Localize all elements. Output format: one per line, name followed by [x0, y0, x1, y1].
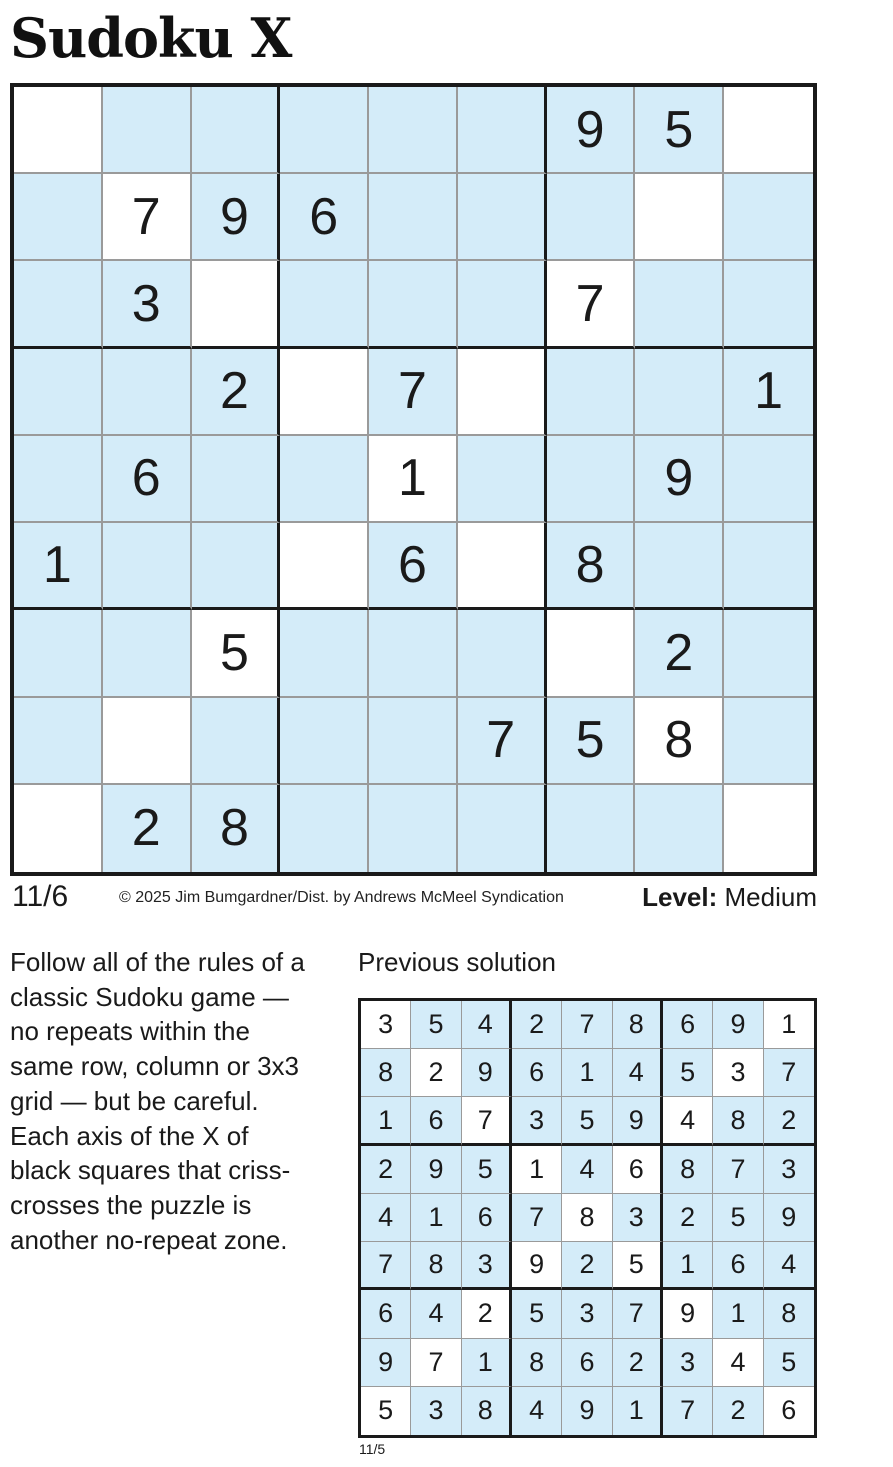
solution-cell-r2c1: 8	[361, 1049, 411, 1097]
solution-cell-r4c5: 4	[562, 1146, 612, 1194]
sudoku-cell-r4c8[interactable]	[635, 349, 724, 436]
solution-cell-r3c5: 5	[562, 1097, 612, 1145]
solution-cell-r6c7: 1	[663, 1242, 713, 1290]
sudoku-cell-r2c1[interactable]	[14, 174, 103, 261]
sudoku-cell-r1c4[interactable]	[280, 87, 369, 174]
sudoku-cell-r5c2: 6	[103, 436, 192, 523]
solution-cell-r8c9: 5	[764, 1339, 814, 1387]
solution-cell-r3c2: 6	[411, 1097, 461, 1145]
sudoku-cell-r1c2[interactable]	[103, 87, 192, 174]
solution-cell-r4c3: 5	[462, 1146, 512, 1194]
sudoku-cell-r2c6[interactable]	[458, 174, 547, 261]
level-value: Medium	[724, 882, 817, 912]
level-label: Level:	[642, 882, 718, 912]
solution-cell-r7c8: 1	[713, 1290, 763, 1338]
sudoku-cell-r5c4[interactable]	[280, 436, 369, 523]
sudoku-cell-r1c9[interactable]	[724, 87, 813, 174]
sudoku-cell-r6c7: 8	[547, 523, 636, 610]
solution-cell-r1c8: 9	[713, 1001, 763, 1049]
sudoku-grid	[10, 83, 817, 876]
sudoku-cell-r6c5: 6	[369, 523, 458, 610]
solution-cell-r1c2: 5	[411, 1001, 461, 1049]
solution-cell-r9c2: 3	[411, 1387, 461, 1435]
sudoku-cell-r6c1: 1	[14, 523, 103, 610]
page-title: Sudoku X	[10, 6, 292, 70]
difficulty-level	[642, 880, 817, 914]
sudoku-cell-r9c6[interactable]	[458, 785, 547, 872]
sudoku-cell-r3c5[interactable]	[369, 261, 458, 348]
solution-cell-r9c3: 8	[462, 1387, 512, 1435]
sudoku-cell-r5c8: 9	[635, 436, 724, 523]
sudoku-cell-r9c1[interactable]	[14, 785, 103, 872]
solution-cell-r6c4: 9	[512, 1242, 562, 1290]
sudoku-cell-r5c3[interactable]	[192, 436, 281, 523]
sudoku-cell-r9c8[interactable]	[635, 785, 724, 872]
solution-cell-r8c1: 9	[361, 1339, 411, 1387]
sudoku-cell-r4c9: 1	[724, 349, 813, 436]
sudoku-cell-r6c9[interactable]	[724, 523, 813, 610]
solution-cell-r7c2: 4	[411, 1290, 461, 1338]
solution-cell-r6c9: 4	[764, 1242, 814, 1290]
solution-cell-r2c3: 9	[462, 1049, 512, 1097]
solution-cell-r1c1: 3	[361, 1001, 411, 1049]
sudoku-cell-r8c6: 7	[458, 698, 547, 785]
sudoku-cell-r6c2[interactable]	[103, 523, 192, 610]
solution-cell-r9c5: 9	[562, 1387, 612, 1435]
solution-cell-r8c3: 1	[462, 1339, 512, 1387]
solution-cell-r4c2: 9	[411, 1146, 461, 1194]
solution-cell-r5c6: 3	[613, 1194, 663, 1242]
sudoku-cell-r4c3: 2	[192, 349, 281, 436]
solution-cell-r1c5: 7	[562, 1001, 612, 1049]
solution-cell-r8c5: 6	[562, 1339, 612, 1387]
sudoku-cell-r3c3[interactable]	[192, 261, 281, 348]
solution-cell-r1c9: 1	[764, 1001, 814, 1049]
solution-cell-r1c7: 6	[663, 1001, 713, 1049]
solution-cell-r7c1: 6	[361, 1290, 411, 1338]
previous-solution-title: Previous solution	[358, 947, 556, 977]
sudoku-cell-r7c5[interactable]	[369, 610, 458, 697]
sudoku-cell-r6c4[interactable]	[280, 523, 369, 610]
sudoku-cell-r3c8[interactable]	[635, 261, 724, 348]
sudoku-cell-r4c5: 7	[369, 349, 458, 436]
solution-cell-r7c6: 7	[613, 1290, 663, 1338]
sudoku-cell-r2c7[interactable]	[547, 174, 636, 261]
sudoku-cell-r8c3[interactable]	[192, 698, 281, 785]
sudoku-cell-r5c9[interactable]	[724, 436, 813, 523]
sudoku-cell-r6c8[interactable]	[635, 523, 724, 610]
solution-cell-r9c9: 6	[764, 1387, 814, 1435]
solution-cell-r8c2: 7	[411, 1339, 461, 1387]
solution-cell-r2c2: 2	[411, 1049, 461, 1097]
sudoku-cell-r3c2: 3	[103, 261, 192, 348]
sudoku-cell-r8c9[interactable]	[724, 698, 813, 785]
sudoku-cell-r7c7[interactable]	[547, 610, 636, 697]
sudoku-cell-r4c1[interactable]	[14, 349, 103, 436]
solution-cell-r9c4: 4	[512, 1387, 562, 1435]
sudoku-cell-r2c2: 7	[103, 174, 192, 261]
sudoku-cell-r2c8[interactable]	[635, 174, 724, 261]
sudoku-cell-r1c6[interactable]	[458, 87, 547, 174]
sudoku-cell-r6c6[interactable]	[458, 523, 547, 610]
sudoku-cell-r7c8: 2	[635, 610, 724, 697]
solution-cell-r7c7: 9	[663, 1290, 713, 1338]
sudoku-cell-r7c9[interactable]	[724, 610, 813, 697]
sudoku-cell-r1c3[interactable]	[192, 87, 281, 174]
sudoku-cell-r4c4[interactable]	[280, 349, 369, 436]
solution-cell-r6c1: 7	[361, 1242, 411, 1290]
solution-cell-r2c7: 5	[663, 1049, 713, 1097]
solution-cell-r3c7: 4	[663, 1097, 713, 1145]
solution-cell-r5c1: 4	[361, 1194, 411, 1242]
sudoku-cell-r7c1[interactable]	[14, 610, 103, 697]
sudoku-cell-r5c5: 1	[369, 436, 458, 523]
sudoku-cell-r3c4[interactable]	[280, 261, 369, 348]
sudoku-cell-r9c7[interactable]	[547, 785, 636, 872]
solution-cell-r1c6: 8	[613, 1001, 663, 1049]
solution-cell-r1c3: 4	[462, 1001, 512, 1049]
sudoku-cell-r4c6[interactable]	[458, 349, 547, 436]
sudoku-cell-r4c2[interactable]	[103, 349, 192, 436]
solution-cell-r5c5: 8	[562, 1194, 612, 1242]
solution-cell-r3c6: 9	[613, 1097, 663, 1145]
solution-cell-r9c1: 5	[361, 1387, 411, 1435]
sudoku-cell-r6c3[interactable]	[192, 523, 281, 610]
sudoku-cell-r2c5[interactable]	[369, 174, 458, 261]
solution-cell-r3c8: 8	[713, 1097, 763, 1145]
solution-cell-r2c6: 4	[613, 1049, 663, 1097]
solution-cell-r3c1: 1	[361, 1097, 411, 1145]
instructions-text: Follow all of the rules of a classic Sudoku game — no repeats within the same row, column or 3x3 grid — but be careful. Each axis of the X of black squares that criss-crosses the puzzle is another no-repeat zone.	[10, 947, 305, 1255]
solution-cell-r2c5: 1	[562, 1049, 612, 1097]
sudoku-cell-r8c2[interactable]	[103, 698, 192, 785]
solution-cell-r3c9: 2	[764, 1097, 814, 1145]
sudoku-cell-r8c1[interactable]	[14, 698, 103, 785]
solution-cell-r8c6: 2	[613, 1339, 663, 1387]
solution-cell-r7c4: 5	[512, 1290, 562, 1338]
solution-cell-r7c9: 8	[764, 1290, 814, 1338]
solution-cell-r5c4: 7	[512, 1194, 562, 1242]
sudoku-cell-r7c3: 5	[192, 610, 281, 697]
sudoku-cell-r9c9[interactable]	[724, 785, 813, 872]
solution-cell-r7c3: 2	[462, 1290, 512, 1338]
solution-cell-r4c9: 3	[764, 1146, 814, 1194]
previous-solution-date: 11/5	[359, 1441, 386, 1457]
sudoku-cell-r8c5[interactable]	[369, 698, 458, 785]
solution-cell-r5c3: 6	[462, 1194, 512, 1242]
solution-cell-r3c4: 3	[512, 1097, 562, 1145]
solution-cell-r2c4: 6	[512, 1049, 562, 1097]
solution-cell-r8c4: 8	[512, 1339, 562, 1387]
sudoku-cell-r4c7[interactable]	[547, 349, 636, 436]
sudoku-cell-r9c4[interactable]	[280, 785, 369, 872]
sudoku-cell-r7c2[interactable]	[103, 610, 192, 697]
solution-cell-r5c2: 1	[411, 1194, 461, 1242]
solution-cell-r7c5: 3	[562, 1290, 612, 1338]
sudoku-cell-r9c3: 8	[192, 785, 281, 872]
sudoku-cell-r9c2: 2	[103, 785, 192, 872]
sudoku-cell-r8c7: 5	[547, 698, 636, 785]
solution-cell-r6c2: 8	[411, 1242, 461, 1290]
sudoku-cell-r2c9[interactable]	[724, 174, 813, 261]
solution-cell-r5c9: 9	[764, 1194, 814, 1242]
solution-cell-r8c8: 4	[713, 1339, 763, 1387]
solution-cell-r5c7: 2	[663, 1194, 713, 1242]
solution-cell-r5c8: 5	[713, 1194, 763, 1242]
solution-cell-r8c7: 3	[663, 1339, 713, 1387]
sudoku-cell-r2c4: 6	[280, 174, 369, 261]
sudoku-cell-r5c6[interactable]	[458, 436, 547, 523]
solution-cell-r4c8: 7	[713, 1146, 763, 1194]
solution-cell-r2c9: 7	[764, 1049, 814, 1097]
solution-cell-r4c6: 6	[613, 1146, 663, 1194]
sudoku-cell-r3c9[interactable]	[724, 261, 813, 348]
solution-cell-r6c8: 6	[713, 1242, 763, 1290]
solution-cell-r4c1: 2	[361, 1146, 411, 1194]
sudoku-cell-r3c6[interactable]	[458, 261, 547, 348]
sudoku-cell-r1c7: 9	[547, 87, 636, 174]
solution-cell-r2c8: 3	[713, 1049, 763, 1097]
solution-cell-r4c4: 1	[512, 1146, 562, 1194]
sudoku-cell-r1c8: 5	[635, 87, 724, 174]
sudoku-cell-r3c7: 7	[547, 261, 636, 348]
sudoku-cell-r2c3: 9	[192, 174, 281, 261]
sudoku-cell-r5c1[interactable]	[14, 436, 103, 523]
sudoku-cell-r8c4[interactable]	[280, 698, 369, 785]
sudoku-cell-r1c1[interactable]	[14, 87, 103, 174]
copyright-notice: © 2025 Jim Bumgardner/Dist. by Andrews McMeel Syndication	[119, 889, 564, 906]
solution-cell-r3c3: 7	[462, 1097, 512, 1145]
solution-cell-r9c7: 7	[663, 1387, 713, 1435]
solution-cell-r1c4: 2	[512, 1001, 562, 1049]
puzzle-date: 11/6	[12, 880, 69, 913]
sudoku-cell-r3c1[interactable]	[14, 261, 103, 348]
solution-cell-r6c6: 5	[613, 1242, 663, 1290]
solution-cell-r6c3: 3	[462, 1242, 512, 1290]
sudoku-cell-r5c7[interactable]	[547, 436, 636, 523]
solution-cell-r6c5: 2	[562, 1242, 612, 1290]
sudoku-cell-r1c5[interactable]	[369, 87, 458, 174]
previous-solution-grid	[358, 998, 817, 1438]
sudoku-cell-r7c4[interactable]	[280, 610, 369, 697]
solution-cell-r9c8: 2	[713, 1387, 763, 1435]
sudoku-cell-r9c5[interactable]	[369, 785, 458, 872]
sudoku-cell-r7c6[interactable]	[458, 610, 547, 697]
solution-cell-r9c6: 1	[613, 1387, 663, 1435]
sudoku-cell-r8c8: 8	[635, 698, 724, 785]
solution-cell-r4c7: 8	[663, 1146, 713, 1194]
